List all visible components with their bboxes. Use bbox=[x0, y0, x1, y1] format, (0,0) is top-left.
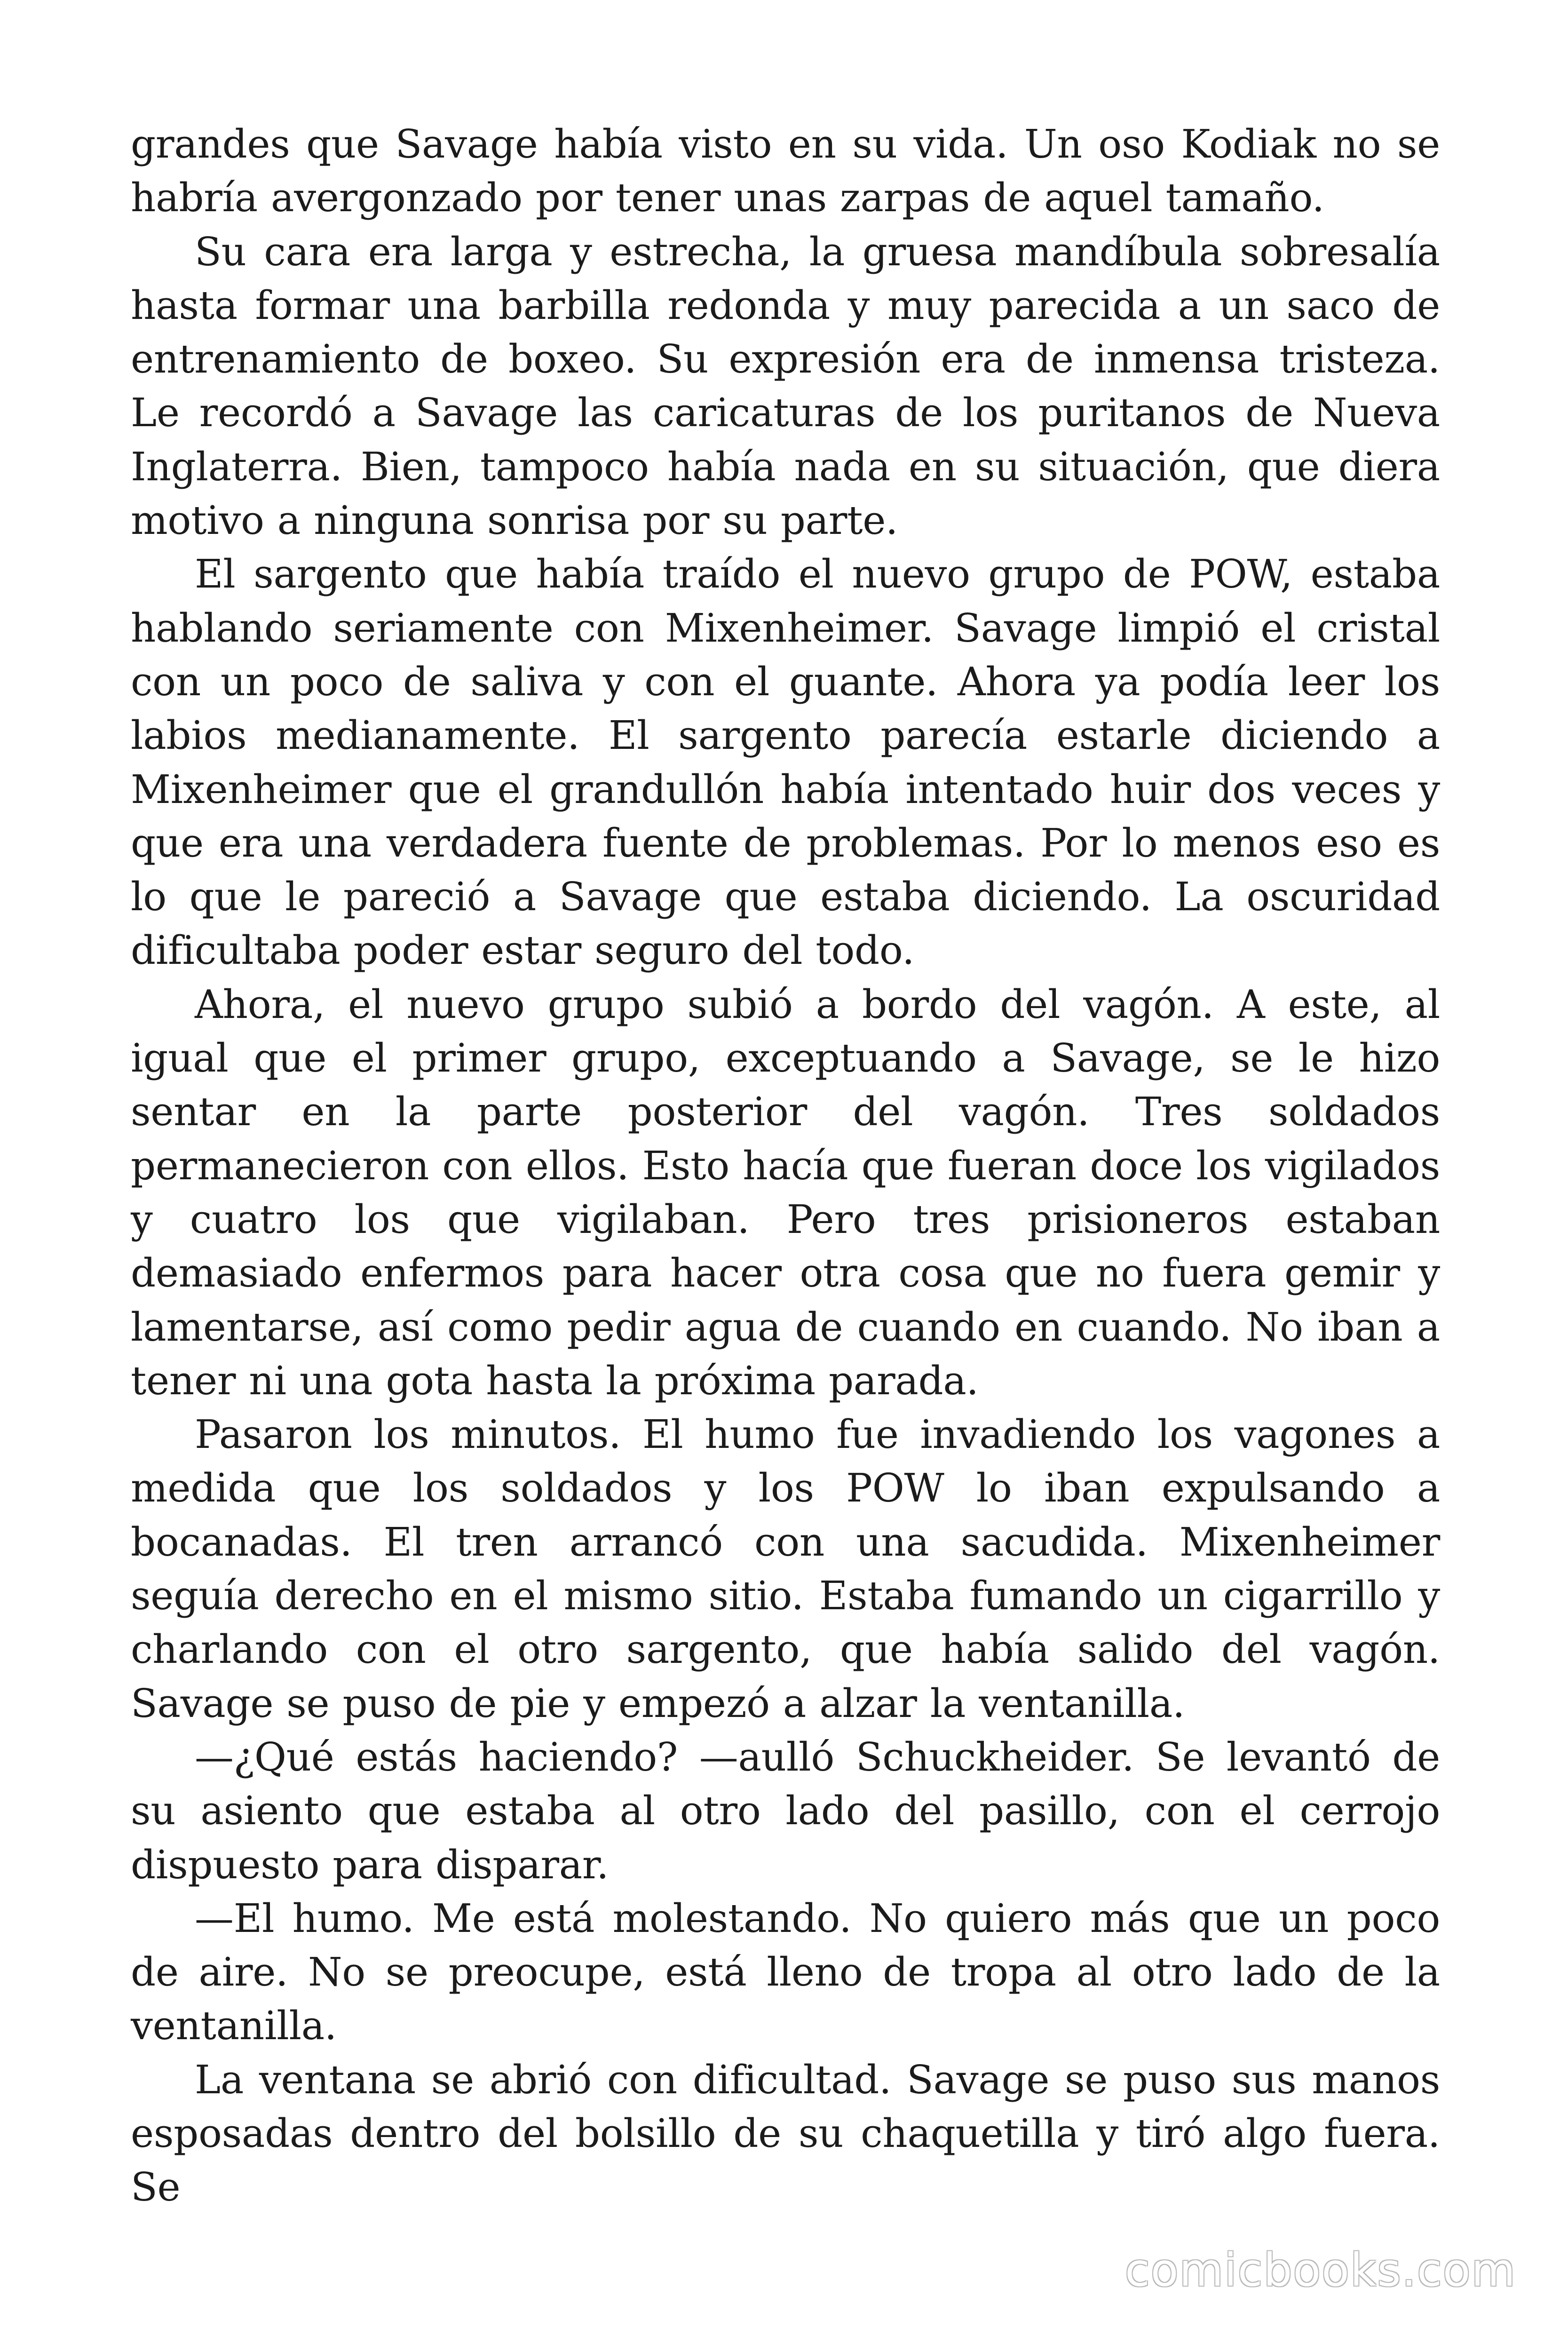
paragraph-1: grandes que Savage había visto en su vida. Un oso Kodiak no se habría avergonzado por tener unas zarpas de aquel tamaño. bbox=[131, 121, 1440, 221]
paragraph-5: Pasaron los minutos. El humo fue invadiendo los vagones a medida que los soldados y los POW lo iban expulsando a bocanadas. El tren arrancó con una sacudida. Mixenheimer seguía derecho en el mismo sitio. Estaba fumando un cigarrillo y charlando con el otro sargento, que había salido del vagón. Savage se puso de pie y empezó a alzar la ventanilla. bbox=[131, 1412, 1440, 1726]
paragraph-7: —El humo. Me está molestando. No quiero más que un poco de aire. No se preocupe, está lleno de tropa al otro lado de la ventanilla. bbox=[131, 1895, 1440, 2049]
paragraph-4: Ahora, el nuevo grupo subió a bordo del vagón. A este, al igual que el primer grupo, exceptuando a Savage, se le hizo sentar en la parte posterior del vagón. Tres soldados permanecieron con ellos. Esto hacía que fueran doce los vigilados y cuatro los que vigilaban. Pero tres prisioneros estaban demasiado enfermos para hacer otra cosa que no fuera gemir y lamentarse, así como pedir agua de cuando en cuando. No iban a tener ni una gota hasta la próxima parada. bbox=[131, 981, 1440, 1404]
paragraph-2: Su cara era larga y estrecha, la gruesa mandíbula sobresalía hasta formar una barbilla redonda y muy parecida a un saco de entrenamiento de boxeo. Su expresión era de inmensa tristeza. Le recordó a Savage las caricaturas de los puritanos de Nueva Inglaterra. Bien, tampoco había nada en su situación, que diera motivo a ninguna sonrisa por su parte. bbox=[131, 229, 1440, 544]
paragraph-3: El sargento que había traído el nuevo grupo de POW, estaba hablando seriamente con Mixenheimer. Savage limpió el cristal con un poco de saliva y con el guante. Ahora ya podía leer los labios medianamente. El sargento parecía estarle diciendo a Mixenheimer que el grandullón había intentado huir dos veces y que era una verdadera fuente de problemas. Por lo menos eso es lo que le pareció a Savage que estaba diciendo. La oscuridad dificultaba poder estar seguro del todo. bbox=[131, 551, 1440, 974]
paragraph-8: La ventana se abrió con dificultad. Savage se puso sus manos esposadas dentro del bolsillo de su chaquetilla y tiró algo fuera. Se bbox=[131, 2057, 1440, 2210]
paragraph-6: —¿Qué estás haciendo? —aulló Schuckheider. Se levantó de su asiento que estaba al otro lado del pasillo, con el cerrojo dispuesto para disparar. bbox=[131, 1734, 1440, 1888]
watermark: comicbooks.com bbox=[1125, 2244, 1516, 2296]
page-body-text bbox=[131, 118, 1440, 2215]
